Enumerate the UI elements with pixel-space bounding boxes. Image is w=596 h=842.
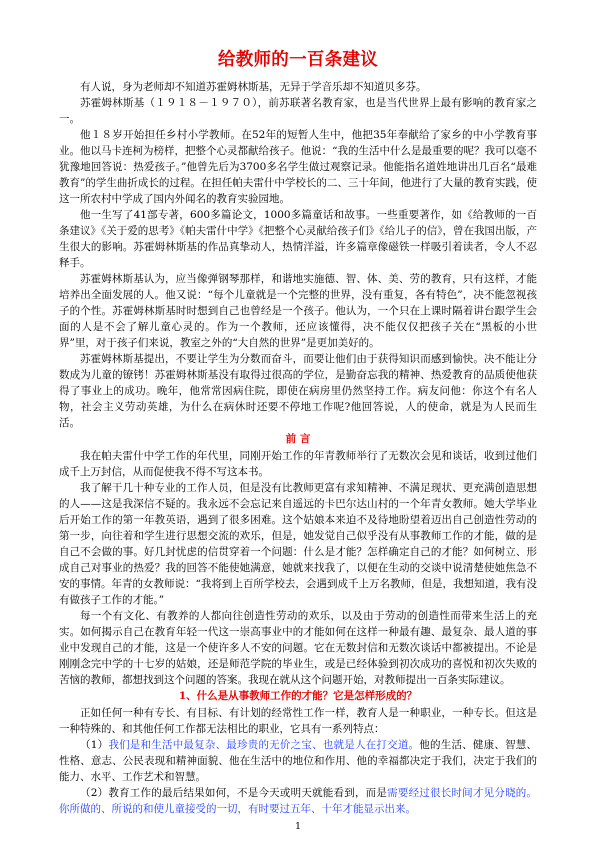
point-paragraph [59,785,537,816]
point-text: 他的生活、健康、智慧、性格、意志、公民表现和精神面貌、他在生活中的地位和作用、他的幸福都决定于我们，决定于我们的能力、水平、工作艺术和智慧。 [59,739,537,783]
intro-paragraph: 有人说，身为老师却不知道苏霍姆林斯基，无异于学音乐却不知道贝多芬。 [80,81,427,93]
intro-paragraph: 苏霍姆林斯基认为，应当像弹钢琴那样，和谐地实施德、智、体、美、劳的教育，只有这样，才能培养出全面发展的人。他又说：“每个儿童就是一个完整的世界，没有重复，各有特色”，决不能忽视孩子的个性。苏霍姆林斯基时时想到自己也曾经是一个孩子。他认为，一个只在上课时隔着讲台跟学生会面的人是不会了解儿童心灵的。作为一个教师，还应该懂得，决不能仅仅把孩子关在“黑板的小世界”里，对于孩子们来说，教室之外的“大自然的世界”是更加美好的。 [59,273,537,349]
preface-paragraph: 我了解干几十种专业的工作人员，但是没有比教师更富有求知精神、不满足现状、更充满创造思想的人——这是我深信不疑的。我永远不会忘记来自遥远的卡巴尔达山村的一个年青女教师。她大学毕业后开始工作的第一年教英语，遇到了很多困难。这个姑娘本来迫不及待地盼望着迈出自己创造性劳动的第一步，向往着和学生进行思想交流的欢乐，但是，她发觉自己似乎没有从事教师工作的才能，做的是自己不会做的事。好几封忧虑的信贯穿着一个问题：什么是才能？怎样确定自己的才能？如何树立、形成自己对事业的热爱？我的回答不能使她满意，她就来找我了，以便在生动的交谈中说清楚使她焦急不安的事情。年青的女教师说：“我将到上百所学校去，会遇到成千上万名教师，但是，我想知道，我有没有做孩子工作的才能。” [59,482,537,606]
intro-paragraph: 他１８岁开始担任乡村小学教师。在52年的短暂人生中，他把35年奉献给了家乡的中小学教育事业。他以马卡连柯为榜样，把整个心灵都献给孩子。他说：“我的生活中什么是最重要的呢？我可以毫不犹豫地回答说：热爱孩子。”他曾先后为3700多名学生做过观察记录。他能指名道姓地讲出几百名“最难教育”的学生曲折成长的过程。在担任帕夫雷什中学校长的二、三十年间，他进行了大量的教育实践，使这一所农村中学成了国内外闻名的教育实验园地。 [59,129,537,205]
section-lead-paragraph: 正如任何一种有专长、有目标、有计划的经常性工作一样，教育人是一种职业，一种专长。但这是一种特殊的、和其他任何工作都无法相比的职业，它具有一系列特点： [59,707,537,735]
preface-paragraph: 每一个有文化、有教养的人都向往创造性劳动的欢乐，以及由于劳动的创造性而带来生活上的充实。如何揭示自己在教育年轻一代这一崇高事业中的才能如何在这样一种最有趣、最复杂、最人道的事业中发现自己的才能，这是一个使许多人不安的问题。它在无数封信和无数次谈话中都被提出。不论是刚刚念完中学的十七岁的姑娘，还是师范学院的毕业生，或是已经体验到初次成功的喜悦和初次失败的苦恼的教师，都想找到这个问题的答案。我现在就从这个问题开始，对教师提出一百条实际建议。 [59,610,537,686]
point-paragraph [59,737,537,785]
point-highlight: 需要经过很长时间才见分晓的。你所做的、所说的和使儿童接受的一切，有时要过五年、十年才能显示出来。 [59,787,537,815]
preface-heading: 前 言 [285,433,311,445]
section-heading: 1、什么是从事教师工作的才能？它是怎样形成的？ [178,690,418,702]
intro-paragraph: 苏霍姆林斯基（１９１８－１９７０），前苏联著名教育家，也是当代世界上最有影响的教育家之一。 [59,97,537,125]
point-number: （2） [80,787,109,799]
point-text: 教育工作的最后结果如何，不是今天或明天就能看到，而是 [108,787,388,799]
page-number: 1 [294,821,302,832]
page-content [59,46,537,816]
document-title: 给教师的一百条建议 [217,50,379,70]
point-number: （1） [80,739,109,751]
point-highlight: 我们是和生活中最复杂、最珍贵的无价之宝、也就是人在打交道。 [108,739,420,751]
intro-paragraph: 苏霍姆林斯基提出，不要让学生为分数而奋斗，而要让他们由于获得知识而感到愉快。决不能让分数成为儿童的镣铐！苏霍姆林斯基没有取得过很高的学位，是勤奋忘我的精神、热爱教育的品质使他获得了事业上的成功。晚年，他常常因病住院，即使在病房里仍然坚持工作。病友问他：你这个有名人物，社会主义劳动英雄，为什么在病休时还要不停地工作呢?他回答说，人的使命，就是为人民而生活。 [59,353,537,429]
intro-paragraph: 他一生写了41部专著，600多篇论文，1000多篇童话和故事。一些重要著作，如《给教师的一百条建议》《关于爱的思考》《帕夫雷什中学》《把整个心灵献给孩子们》《给儿子的信》，曾在我国出版，产生很大的影响。苏霍姆林斯基的作品真挚动人，热情洋溢，许多篇章像磁铁一样吸引着读者，令人不忍释手。 [59,209,537,269]
document-body [59,79,537,816]
preface-paragraph: 我在帕夫雷什中学工作的年代里，同刚开始工作的年青教师举行了无数次会见和谈话，收到过他们成千上万封信，从而促使我不得不写这本书。 [59,450,537,478]
